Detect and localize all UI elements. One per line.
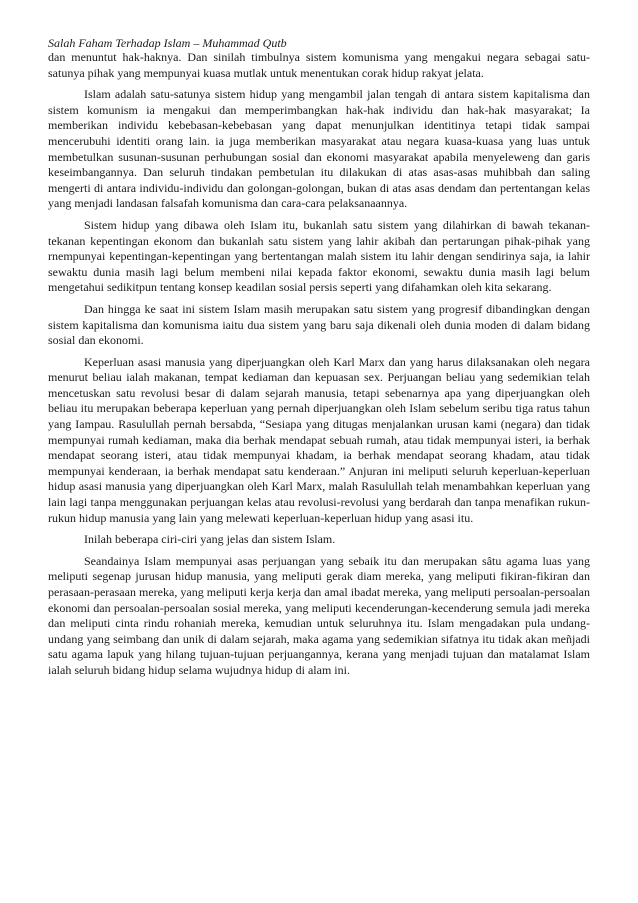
- paragraph: Sistem hidup yang dibawa oleh Islam itu, bukanlah satu sistem yang dilahirkan di bawah tekanan-tekanan kepentingan ekonom dan bukanlah satu sistem yang lahir akibah dan pertarungan pihak-pihak yang rnempunyai kepentingan-kepentingan yang bertentangan malah sistem itu lahir dengan sendirinya saja, ia lahir sewaktu dunia masih lagi belum membeni nilai kepada faktor ekonomi, sewaktu dunia masih lagi belum mengetahui sedikitpun tentang konsep keadilan sosial persis seperti yang difahamkan oleh kita sekarang.: [48, 217, 590, 295]
- paragraph: Keperluan asasi manusia yang diperjuangkan oleh Karl Marx dan yang harus dilaksanakan oleh negara menurut beliau ialah makanan, tempat kediaman dan kepuasan sex. Perjuangan beliau yang sedemikian telah mencetuskan satu revolusi besar di dalam sejarah manusia, tetapi sebenarnya apa yang diperjuangkan oleh beliau itu merupakan beberapa keperluan yang pernah diperjuangkan oleh Islam sebelum seribu tiga ratus tahun yang Iampau. Rasulullah pernah bersabda, “Sesiapa yang ditugas menjalankan urusan kami (negara) dan tidak mempunyai rumah kediaman, maka dia berhak mendapat sebuah rumah, atau tidak mempunyai isteri, ia berhak mendapat seorang isteri, atau tidak mempunyai khadam, ia berhak mendapat seorang khadam, atau tidak mempunyai kenderaan, ia berhak mendapat satu kenderaan.” Anjuran ini meliputi seluruh keperluan-keperluan hidup asasi manusia yang diperjuangkan oleh Karl Marx, malah Rasulullah telah menambahkan keperluan yang lain lagi tanpa menggunakan perjuangan kelas atau revolusi-revolusi yang berdarah dan tanpa menafikan rukun-rukun hidup manusia yang lain yang melewati keperluan-keperluan hidup yang asasi itu.: [48, 354, 590, 525]
- running-header: Salah Faham Terhadap Islam – Muhammad Qutb: [48, 36, 287, 50]
- paragraph: Dan hingga ke saat ini sistem Islam masih merupakan satu sistem yang progresif dibandingkan dengan sistem kapitalisma dan komunisma iaitu dua sistem yang baru saja dikenali oleh dunia moden di dalam bidang sosial dan ekonomi.: [48, 301, 590, 348]
- document-page: [48, 36, 590, 685]
- paragraph-continuation: dan menuntut hak-haknya. Dan sinilah timbulnya sistem komunisma yang mengakui negara sebagai satu-satunya pihak yang mempunyai kuasa mutlak untuk menentukan corak hidup rakyat jelata.: [48, 50, 590, 80]
- paragraph: Inilah beberapa ciri-ciri yang jelas dan sistem Islam.: [84, 532, 336, 547]
- paragraph: Seandainya Islam mempunyai asas perjuangan yang sebaik itu dan merupakan sâtu agama luas yang meliputi segenap jurusan hidup manusia, yang meliputi gerak diam mereka, yang meliputi fikiran-fikiran dan perasaan-perasaan mereka, yang meliputi kerja kerja dan amal ibadat mereka, yang meliputi persoalan-persoalan ekonomi dan persoalan-persoalan sosial mereka, yang meliputi kecenderungan-kecenderung semula jadi mereka dan meliputi cinta rindu rohaniah mereka, kemudian untuk seluruhnya itu. Islam mengadakan pula undang-undang yang seimbang dan unik di dalam sejarah, maka agama yang sedemikian sifatnya itu tidak akan meñjadi satu agama lapuk yang hilang tujuan-tujuan perjuangannya, kerana yang menjadi tujuan dan matalamat Islam ialah seluruh bidang hidup selama wujudnya hidup di alam ini.: [48, 553, 590, 677]
- paragraph: Islam adalah satu-satunya sistem hidup yang mengambil jalan tengah di antara sistem kapitalisma dan sistem komunism ia mengakui dan memperimbangkan hak-hak individu dan hak-hak masyarakat; Ia memberikan individu kebebasan-kebebasan yang dapat menunjulkan identitinya tetapi tidak sampai mencerubuhi identiti orang lain. ia juga memberikan masyarakat atau negara kuasa-kuasa yang luas untuk membetulkan susunan-susunan perhubungan sosial dan ekonomi masyarakat apabila menyeleweng dan garis keseimbangannya. Dan seluruh tindakan pembetulan itu dilakukan di atas asas-asas muhibbah dan saling mengerti di antara individu-individu dan golongan-golongan, bukan di atas asas dendam dan pertentangan kelas yang menjadi landasan falsafah komunisma dan cara-cara pelaksanaannya.: [48, 87, 590, 211]
